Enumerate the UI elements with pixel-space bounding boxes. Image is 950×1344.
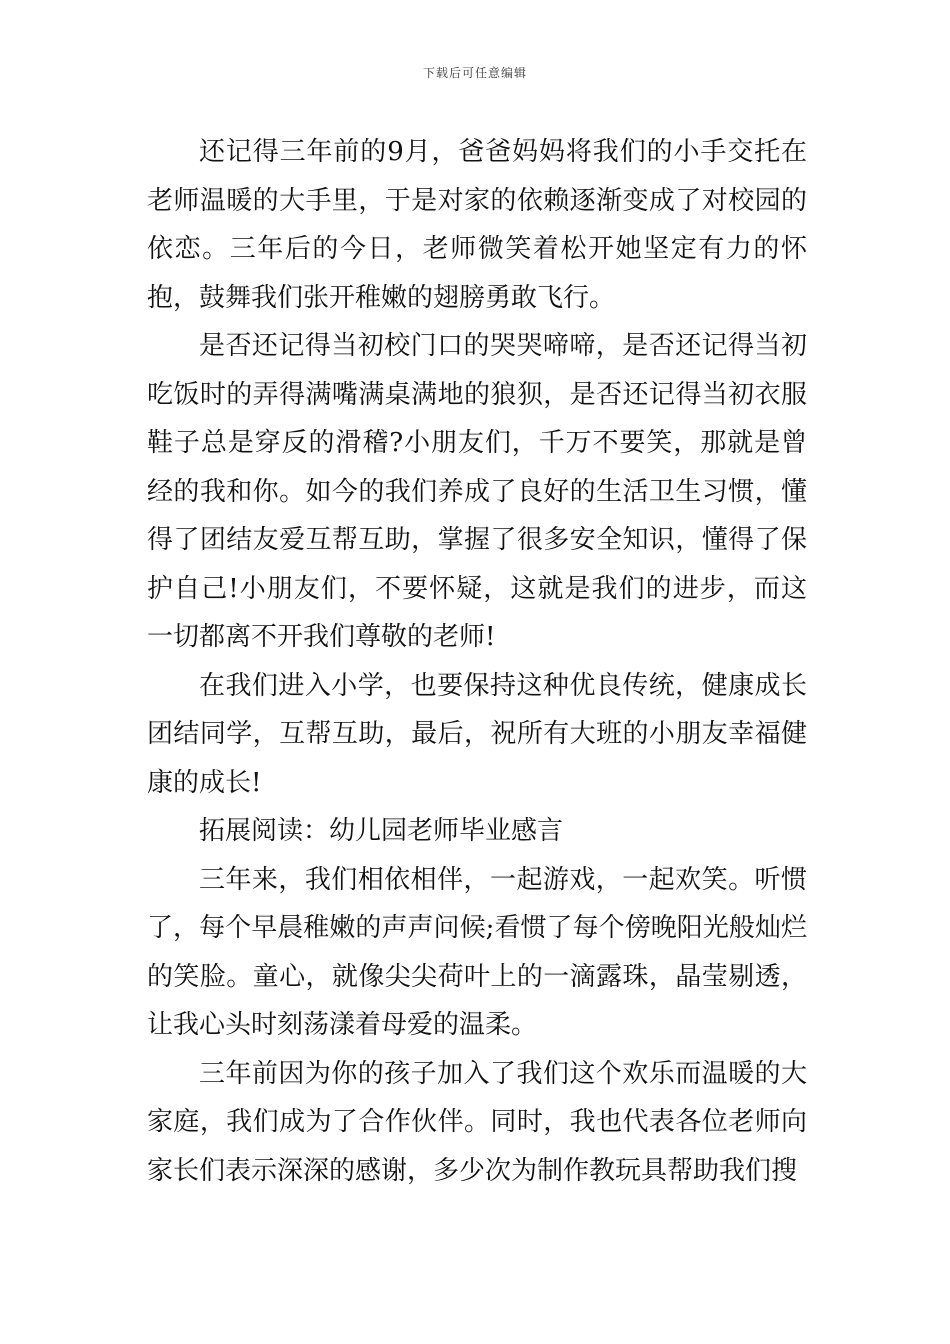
header-note: 下载后可任意编辑: [422, 66, 527, 80]
paragraph-thanks: 三年前因为你的孩子加入了我们这个欢乐而温暖的大家庭，我们成为了合作伙伴。同时，我也代表各位老师向家长们表示深深的感谢，多少次为制作教玩具帮助我们搜: [147, 1058, 807, 1186]
paragraph-three-years: 三年来，我们相依相伴，一起游戏，一起欢笑。听惯了，每个早晨稚嫩的声声问候;看惯了每个傍晚阳光般灿烂的笑脸。童心，就像尖尖荷叶上的一滴露珠，晶莹剔透，让我心头时刻荡漾着母爱的温柔。: [147, 864, 807, 1040]
paragraph-progress: 是否还记得当初校门口的哭哭啼啼，是否还记得当初吃饭时的弄得满嘴满桌满地的狼狈，是否还记得当初衣服鞋子总是穿反的滑稽?小朋友们，千万不要笑，那就是曾经的我和你。如今的我们养成了良好的生活卫生习惯，懂得了团结友爱互帮互助，掌握了很多安全知识，懂得了保护自己!小朋友们，不要怀疑，这就是我们的进步，而这一切都离不开我们尊敬的老师!: [147, 331, 807, 652]
paragraph-wishes: 在我们进入小学，也要保持这种优良传统，健康成长团结同学，互帮互助，最后，祝所有大班的小朋友幸福健康的成长!: [147, 670, 807, 798]
paragraph-memory: 还记得三年前的9月，爸爸妈妈将我们的小手交托在老师温暖的大手里，于是对家的依赖逐渐变成了对校园的依恋。三年后的今日，老师微笑着松开她坚定有力的怀抱，鼓舞我们张开稚嫩的翅膀勇敢飞行。: [147, 137, 807, 313]
document-body: [147, 128, 807, 1195]
section-heading: 拓展阅读：幼儿园老师毕业感言: [199, 816, 564, 846]
